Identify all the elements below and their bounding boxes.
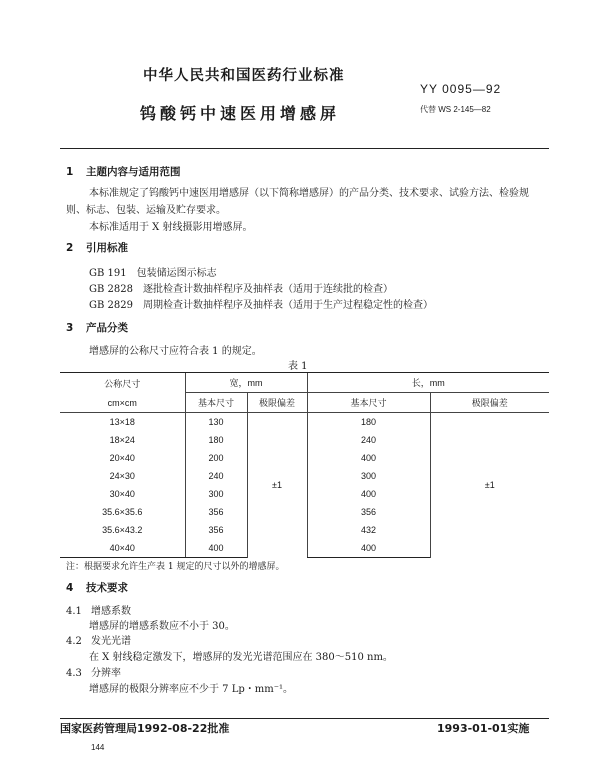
standard-code: YY 0095—92: [420, 82, 502, 96]
section-2-heading: [66, 240, 128, 255]
table-cell-width-tolerance: ±1: [247, 413, 307, 558]
table-header-width-tolerance: 极限偏差: [247, 393, 307, 413]
subsection-4-1-text: 增感屏的增感系数应不小于 30。: [89, 621, 235, 632]
section-1-title: 主题内容与适用范围: [86, 166, 181, 178]
table-cell-width: 130: [185, 413, 247, 432]
table-header-width: 宽，mm: [185, 373, 307, 393]
table-cell-width: 300: [185, 485, 247, 503]
table-1-caption: 表 1: [288, 361, 308, 372]
subsection-number: 4.1: [66, 606, 82, 617]
document-title: 钨酸钙中速医用增感屏: [140, 104, 341, 123]
table-cell-size: 35.6×35.6: [102, 507, 143, 517]
table-row: [60, 413, 549, 432]
reference-item: GB 2828 逐批检查计数抽样程序及抽样表（适用于连续批的检查）: [89, 284, 393, 295]
table-header-size-line1: 公称尺寸: [104, 379, 141, 389]
subsection-4-3-text: 增感屏的极限分辨率应不少于 7 Lp・mm⁻¹。: [89, 684, 294, 695]
subsection-4-2-text: 在 X 射线稳定激发下，增感屏的发光光谱范围应在 380～510 nm。: [89, 652, 393, 663]
table-cell-size: 40×40: [60, 539, 185, 558]
table-cell-width: 200: [185, 449, 247, 467]
table-cell-width: 240: [185, 467, 247, 485]
section-1-para2: 本标准适用于 X 射线摄影用增感屏。: [89, 222, 253, 233]
subsection-4-1-heading: [66, 602, 131, 617]
subsection-title: 发光光谱: [91, 636, 131, 647]
subsection-title: 增感系数: [91, 606, 131, 617]
table-cell-size: 30×40: [109, 489, 135, 499]
table-cell-size: 20×40: [109, 453, 135, 463]
section-4-title: 技术要求: [86, 582, 128, 594]
section-3-title: 产品分类: [86, 322, 128, 334]
table-cell-length: 240: [307, 431, 430, 449]
table-header-size-line2: cm×cm: [107, 398, 137, 408]
table-cell-length: 356: [307, 503, 430, 521]
subsection-4-2-heading: [66, 632, 131, 647]
subsection-4-3-heading: [66, 664, 121, 679]
section-1-para1-line2: 则、标志、包装、运输及贮存要求。: [66, 205, 226, 216]
subsection-number: 4.2: [66, 636, 82, 647]
section-1-number: 1: [66, 166, 74, 178]
table-cell-width: 356: [185, 521, 247, 539]
approval-date: 国家医药管理局1992-08-22批准: [60, 722, 230, 735]
table-header-length-tolerance: 极限偏差: [430, 393, 549, 413]
standard-org-title: 中华人民共和国医药行业标准: [143, 68, 345, 84]
section-3-para: 增感屏的公称尺寸应符合表 1 的规定。: [89, 346, 262, 357]
subsection-number: 4.3: [66, 668, 82, 679]
reference-item: GB 2829 周期检查计数抽样程序及抽样表（适用于生产过程稳定性的检查）: [89, 300, 433, 311]
table-cell-width: 400: [185, 539, 247, 558]
table-cell-length: 300: [307, 467, 430, 485]
section-3-number: 3: [66, 322, 74, 334]
table-cell-length: 432: [307, 521, 430, 539]
page-number: 144: [91, 743, 105, 752]
table-cell-size: 18×24: [109, 435, 135, 445]
header-divider: [60, 148, 549, 149]
table-cell-size: 13×18: [109, 417, 135, 427]
table-header-length: 长，mm: [307, 373, 549, 393]
table-cell-length: 400: [307, 449, 430, 467]
effective-date: 1993-01-01实施: [437, 722, 530, 735]
table-cell-width: 180: [185, 431, 247, 449]
table-note: 注：根据要求允许生产表 1 规定的尺寸以外的增感屏。: [66, 562, 285, 572]
table-cell-width: 356: [185, 503, 247, 521]
section-2-title: 引用标准: [86, 242, 128, 254]
table-cell-size: 24×30: [109, 471, 135, 481]
section-2-number: 2: [66, 242, 74, 254]
table-cell-length: 400: [307, 539, 430, 558]
reference-item: GB 191 包装储运图示标志: [89, 268, 217, 279]
table-cell-length: 180: [307, 413, 430, 432]
footer-divider: [60, 718, 549, 719]
section-3-heading: [66, 320, 128, 335]
section-4-heading: [66, 580, 128, 595]
table-header-length-basic: 基本尺寸: [307, 393, 430, 413]
subsection-title: 分辨率: [91, 668, 121, 679]
replaces-standard: 代替 WS 2-145—82: [420, 105, 491, 114]
section-1-heading: [66, 164, 181, 179]
table-header-width-basic: 基本尺寸: [185, 393, 247, 413]
table-header-row: [60, 373, 549, 393]
section-1-para1-line1: 本标准规定了钨酸钙中速医用增感屏（以下简称增感屏）的产品分类、技术要求、试验方法、检验规: [89, 188, 529, 199]
size-table: [60, 372, 549, 558]
table-cell-length-tolerance: ±1: [430, 413, 549, 558]
table-cell-size: 35.6×43.2: [102, 525, 143, 535]
table-header-size: [60, 373, 185, 413]
table-cell-length: 400: [307, 485, 430, 503]
section-4-number: 4: [66, 582, 74, 594]
